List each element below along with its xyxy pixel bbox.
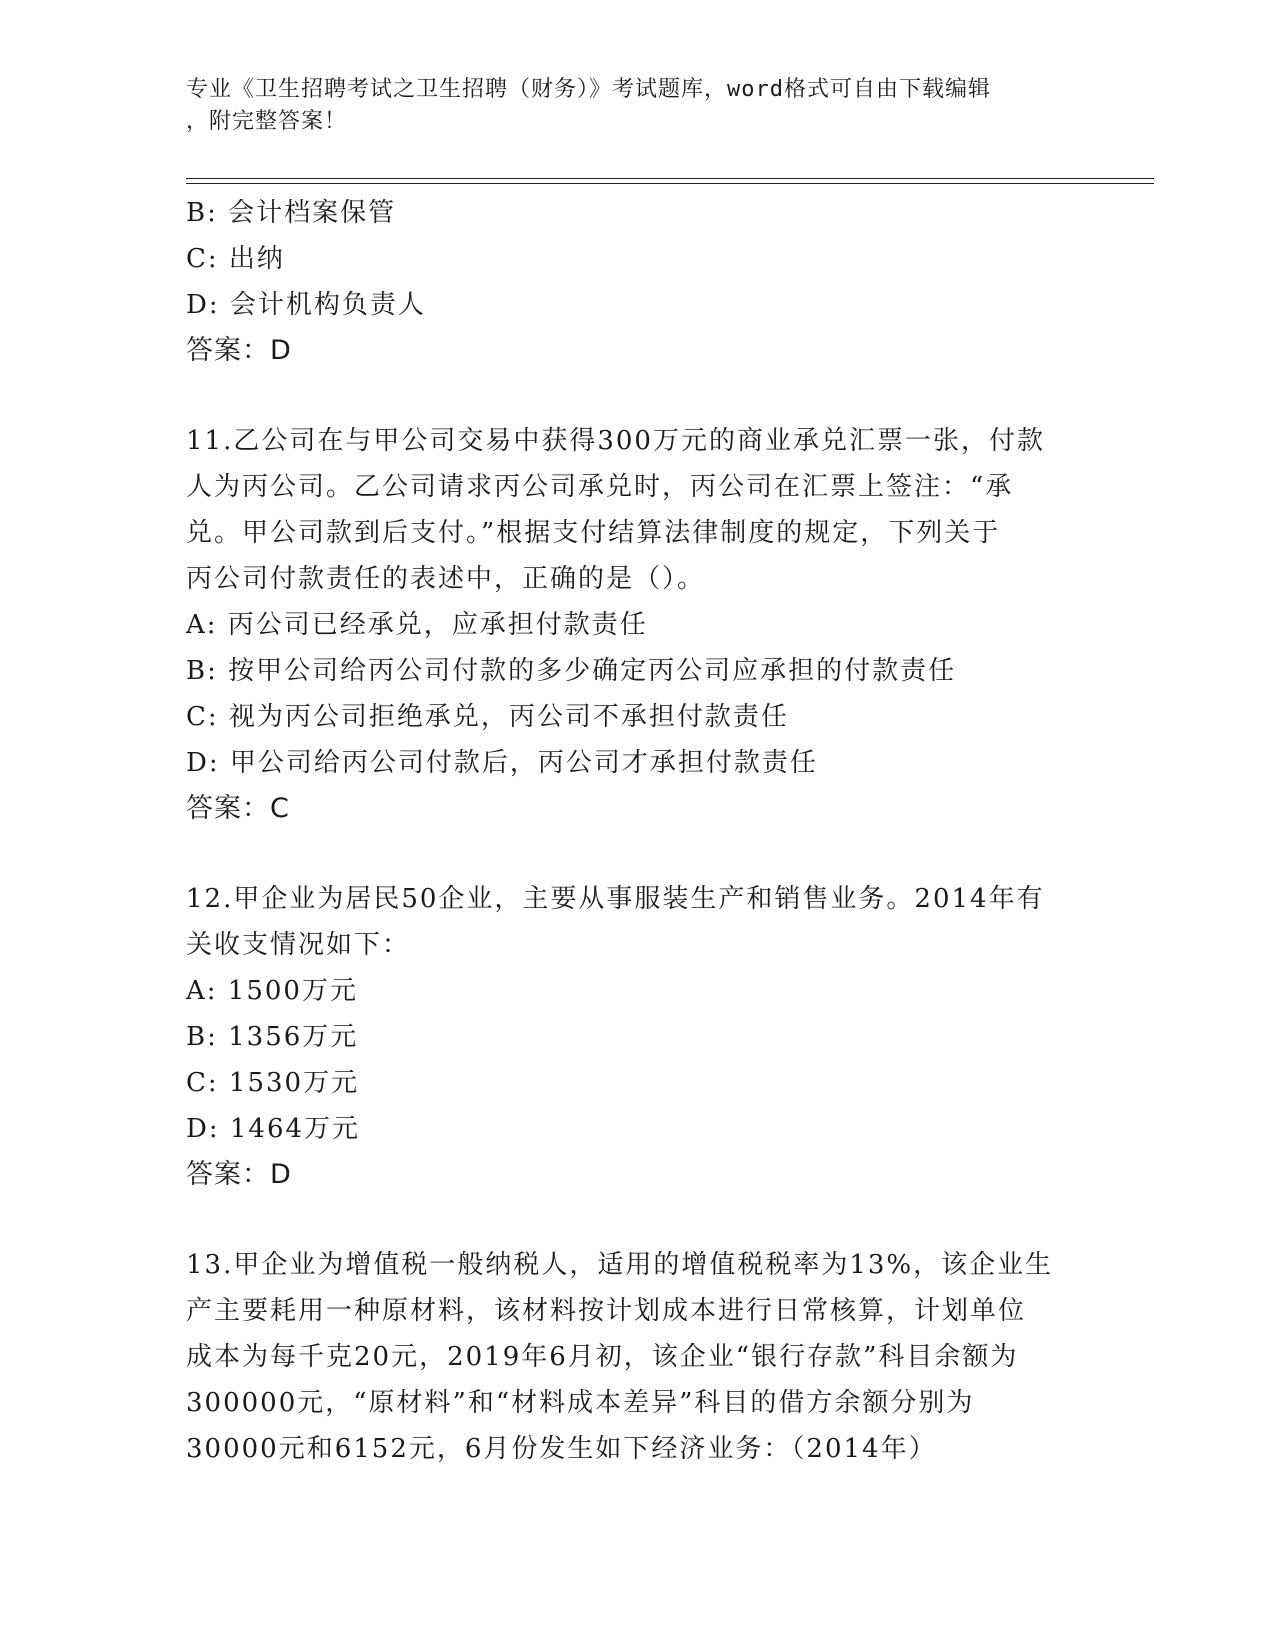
header-divider-top (186, 178, 1154, 179)
spacer (186, 1198, 1086, 1242)
spacer (186, 832, 1086, 876)
option-c: C: 出纳 (186, 244, 285, 274)
question-12 (186, 876, 1086, 1198)
option-d: D: 甲公司给丙公司付款后，丙公司才承担付款责任 (186, 748, 818, 778)
question-10 (186, 190, 1086, 374)
question-stem-line: 丙公司付款责任的表述中，正确的是（）。 (186, 564, 706, 594)
question-stem-line: 兑。甲公司款到后支付。”根据支付结算法律制度的规定，下列关于 (186, 518, 1001, 548)
question-stem-line: 产主要耗用一种原材料，该材料按计划成本进行日常核算，计划单位 (186, 1296, 1027, 1326)
question-stem-line: 关收支情况如下： (186, 930, 411, 960)
question-stem-line: 成本为每千克20元，2019年6月初，该企业“银行存款”科目余额为 (186, 1342, 1019, 1372)
spacer (186, 374, 1086, 418)
question-stem-line: 12.甲企业为居民50企业，主要从事服装生产和销售业务。2014年有 (186, 884, 1045, 914)
option-d: D: 会计机构负责人 (186, 290, 426, 320)
option-b: B: 按甲公司给丙公司付款的多少确定丙公司应承担的付款责任 (186, 656, 957, 686)
option-c: C: 视为丙公司拒绝承兑，丙公司不承担付款责任 (186, 702, 789, 732)
answer-line: 答案：D (186, 335, 292, 366)
question-stem-line: 13.甲企业为增值税一般纳税人，适用的增值税税率为13%，该企业生 (186, 1250, 1054, 1280)
question-stem-line: 300000元，“原材料”和“材料成本差异”科目的借方余额分别为 (186, 1388, 975, 1418)
question-11 (186, 418, 1086, 832)
question-stem-line: 人为丙公司。乙公司请求丙公司承兑时，丙公司在汇票上签注：“承 (186, 472, 1014, 502)
option-c: C: 1530万元 (186, 1068, 360, 1098)
option-a: A: 1500万元 (186, 976, 358, 1006)
header-line-2: ，附完整答案！ (186, 109, 348, 134)
header-divider-bottom (186, 183, 1154, 184)
option-b: B: 1356万元 (186, 1022, 359, 1052)
question-stem-line: 11.乙公司在与甲公司交易中获得300万元的商业承兑汇票一张，付款 (186, 426, 1045, 456)
option-d: D: 1464万元 (186, 1114, 361, 1144)
question-content (186, 190, 1086, 1472)
answer-line: 答案：D (186, 1159, 292, 1190)
header-line-1: 专业《卫生招聘考试之卫生招聘（财务）》考试题库，word格式可自由下载编辑 (186, 77, 991, 102)
question-stem-line: 30000元和6152元，6月份发生如下经济业务：（2014年） (186, 1434, 937, 1464)
answer-line: 答案：C (186, 793, 290, 824)
question-13 (186, 1242, 1086, 1472)
document-header (186, 74, 1086, 138)
option-b: B: 会计档案保管 (186, 198, 397, 228)
option-a: A: 丙公司已经承兑，应承担付款责任 (186, 610, 648, 640)
